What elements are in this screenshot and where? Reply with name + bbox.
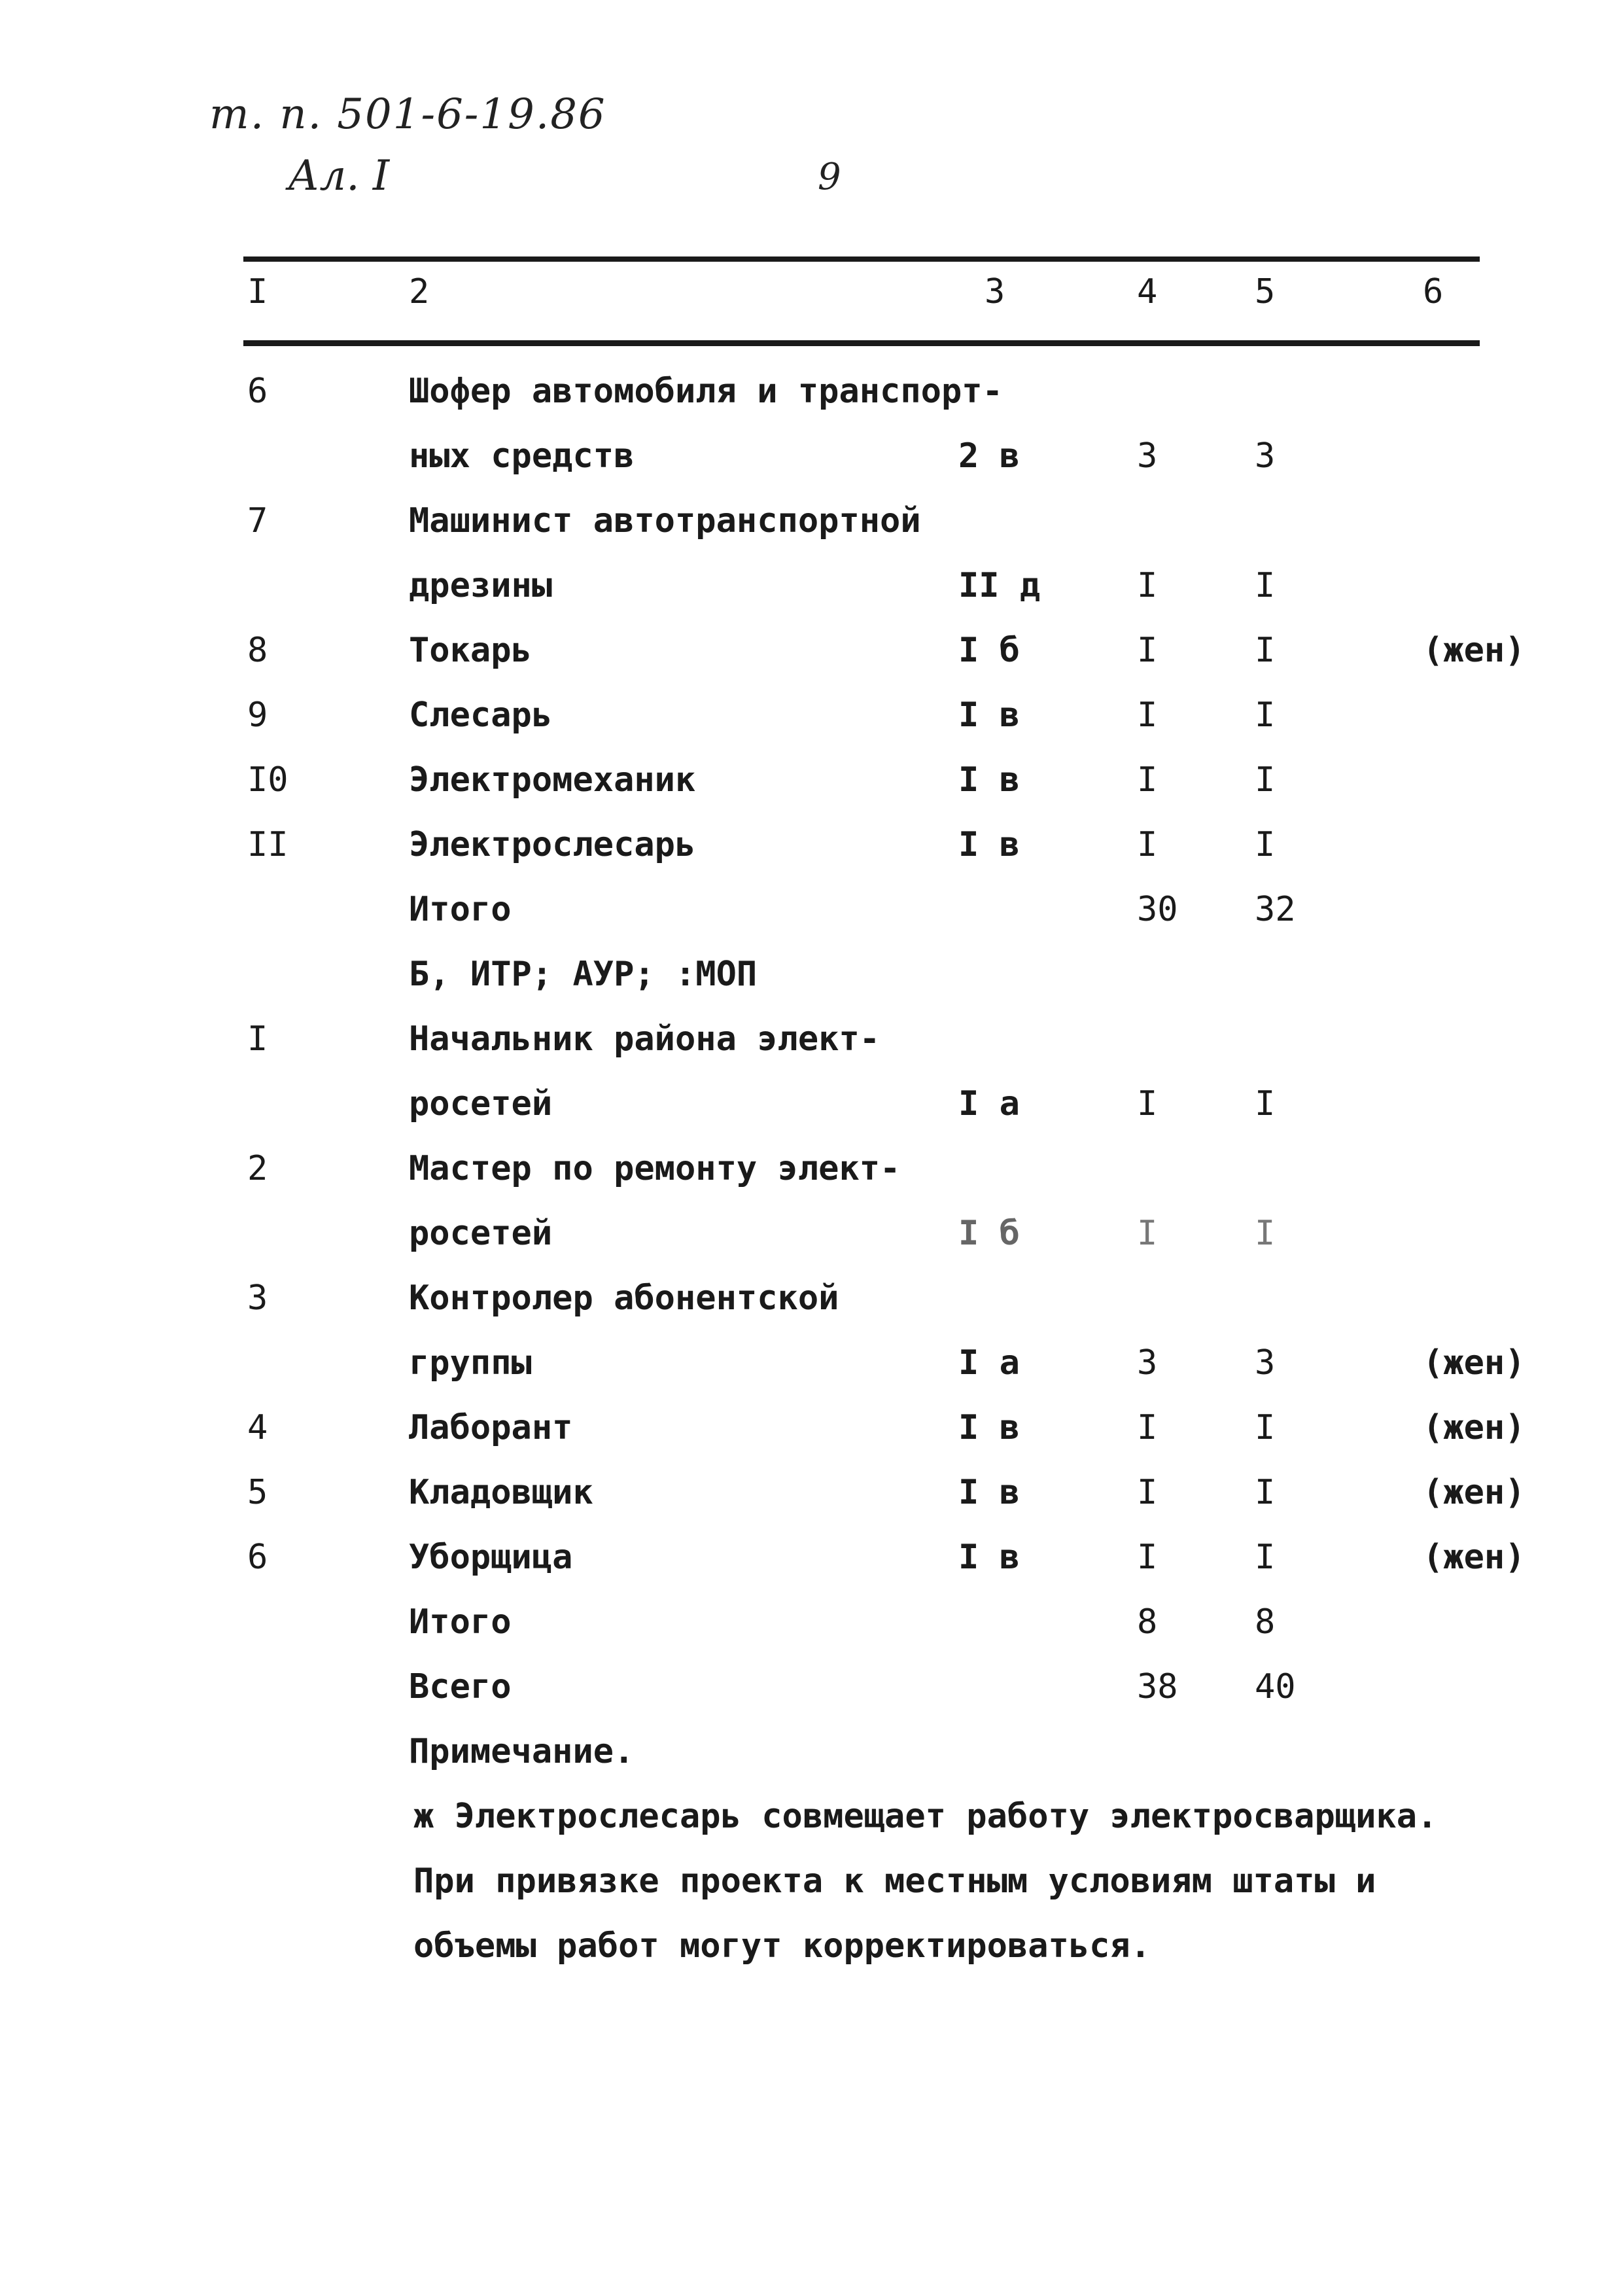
col4-cell: I xyxy=(1137,760,1158,800)
subtotal-col5: 32 xyxy=(1255,890,1296,929)
row-number: 9 xyxy=(247,696,268,735)
category-cell: I в xyxy=(958,696,1020,735)
col5-cell: I xyxy=(1255,1473,1276,1512)
note-line: При привязке проекта к местным условиям штаты и xyxy=(413,1862,1376,1901)
column-header-1: I xyxy=(247,272,268,311)
grand-total-col4: 38 xyxy=(1137,1667,1178,1706)
subtotal-col5: 8 xyxy=(1255,1602,1276,1642)
position-name-line: группы xyxy=(409,1343,532,1383)
column-header-5: 5 xyxy=(1255,272,1276,311)
category-cell: I в xyxy=(958,1473,1020,1512)
category-cell: I в xyxy=(958,825,1020,864)
position-name-line: ных средств xyxy=(409,436,635,476)
category-cell: 2 в xyxy=(958,436,1020,476)
col5-cell: I xyxy=(1255,760,1276,800)
position-name-line: Контролер абонентской xyxy=(409,1279,839,1318)
col4-cell: I xyxy=(1137,566,1158,605)
position-name-line: Токарь xyxy=(409,631,532,670)
col5-cell: 3 xyxy=(1255,436,1276,476)
subtotal-col4: 30 xyxy=(1137,890,1178,929)
subtotal-col4: 8 xyxy=(1137,1602,1158,1642)
col5-cell: I xyxy=(1255,825,1276,864)
position-name-line: Кладовщик xyxy=(409,1473,593,1512)
row-number: II xyxy=(247,825,288,864)
col4-cell: I xyxy=(1137,1084,1158,1123)
row-number: 7 xyxy=(247,501,268,540)
column-header-4: 4 xyxy=(1137,272,1158,311)
note-line: объемы работ могут корректироваться. xyxy=(413,1926,1151,1966)
category-cell: II д xyxy=(958,566,1041,605)
table-header-rule xyxy=(243,340,1480,346)
column-header-6: 6 xyxy=(1423,272,1444,311)
position-name-line: Электромеханик xyxy=(409,760,696,800)
grand-total-col5: 40 xyxy=(1255,1667,1296,1706)
position-name-line: Лаборант xyxy=(409,1408,573,1447)
position-name-line: Начальник района элект- xyxy=(409,1019,881,1059)
col4-cell: 3 xyxy=(1137,1343,1158,1383)
column-header-3: 3 xyxy=(985,272,1005,311)
col5-cell: I xyxy=(1255,696,1276,735)
column-header-2: 2 xyxy=(409,272,430,311)
category-cell: I в xyxy=(958,1408,1020,1447)
col5-cell: I xyxy=(1255,631,1276,670)
note-line: ж Электрослесарь совмещает работу электросварщика. xyxy=(413,1797,1438,1836)
col4-cell: 3 xyxy=(1137,436,1158,476)
col4-cell: I xyxy=(1137,696,1158,735)
position-name-line: росетей xyxy=(409,1214,553,1253)
position-name-line: Машинист автотранспортной xyxy=(409,501,921,540)
row-number: 8 xyxy=(247,631,268,670)
col4-cell: I xyxy=(1137,1473,1158,1512)
col5-cell: I xyxy=(1255,1408,1276,1447)
row-number: 3 xyxy=(247,1279,268,1318)
position-name-line: росетей xyxy=(409,1084,553,1123)
position-name-line: Электрослесарь xyxy=(409,825,696,864)
category-cell: I в xyxy=(958,1538,1020,1577)
note-cell: (жен) xyxy=(1423,1343,1526,1383)
note-cell: (жен) xyxy=(1423,1538,1526,1577)
col5-cell: I xyxy=(1255,1084,1276,1123)
col5-cell: I xyxy=(1255,1214,1276,1253)
row-number: 6 xyxy=(247,372,268,411)
position-name-line: дрезины xyxy=(409,566,553,605)
col5-cell: 3 xyxy=(1255,1343,1276,1383)
page-number: 9 xyxy=(818,156,841,198)
row-number: 5 xyxy=(247,1473,268,1512)
section-title: Б, ИТР; АУР; :МОП xyxy=(409,955,758,994)
position-name-line: Шофер автомобиля и транспорт- xyxy=(409,372,1003,411)
row-number: 6 xyxy=(247,1538,268,1577)
col4-cell: I xyxy=(1137,1538,1158,1577)
position-name-line: Мастер по ремонту элект- xyxy=(409,1149,901,1188)
note-cell: (жен) xyxy=(1423,1408,1526,1447)
subtotal-label: Итого xyxy=(409,1602,512,1642)
position-name-line: Уборщица xyxy=(409,1538,573,1577)
category-cell: I б xyxy=(958,631,1020,670)
category-cell: I в xyxy=(958,760,1020,800)
col4-cell: I xyxy=(1137,825,1158,864)
category-cell: I а xyxy=(958,1343,1020,1383)
grand-total-label: Всего xyxy=(409,1667,512,1706)
note-cell: (жен) xyxy=(1423,631,1526,670)
album-label: Ал. I xyxy=(288,152,390,200)
notes-title: Примечание. xyxy=(409,1732,635,1771)
document-code: т. п. 501-6-19.86 xyxy=(209,90,606,139)
note-cell: (жен) xyxy=(1423,1473,1526,1512)
col5-cell: I xyxy=(1255,1538,1276,1577)
col5-cell: I xyxy=(1255,566,1276,605)
row-number: I xyxy=(247,1019,268,1059)
category-cell: I а xyxy=(958,1084,1020,1123)
position-name-line: Слесарь xyxy=(409,696,553,735)
table-top-rule xyxy=(243,256,1480,262)
subtotal-label: Итого xyxy=(409,890,512,929)
row-number: 4 xyxy=(247,1408,268,1447)
row-number: I0 xyxy=(247,760,288,800)
row-number: 2 xyxy=(247,1149,268,1188)
col4-cell: I xyxy=(1137,1214,1158,1253)
col4-cell: I xyxy=(1137,1408,1158,1447)
col4-cell: I xyxy=(1137,631,1158,670)
category-cell: I б xyxy=(958,1214,1020,1253)
